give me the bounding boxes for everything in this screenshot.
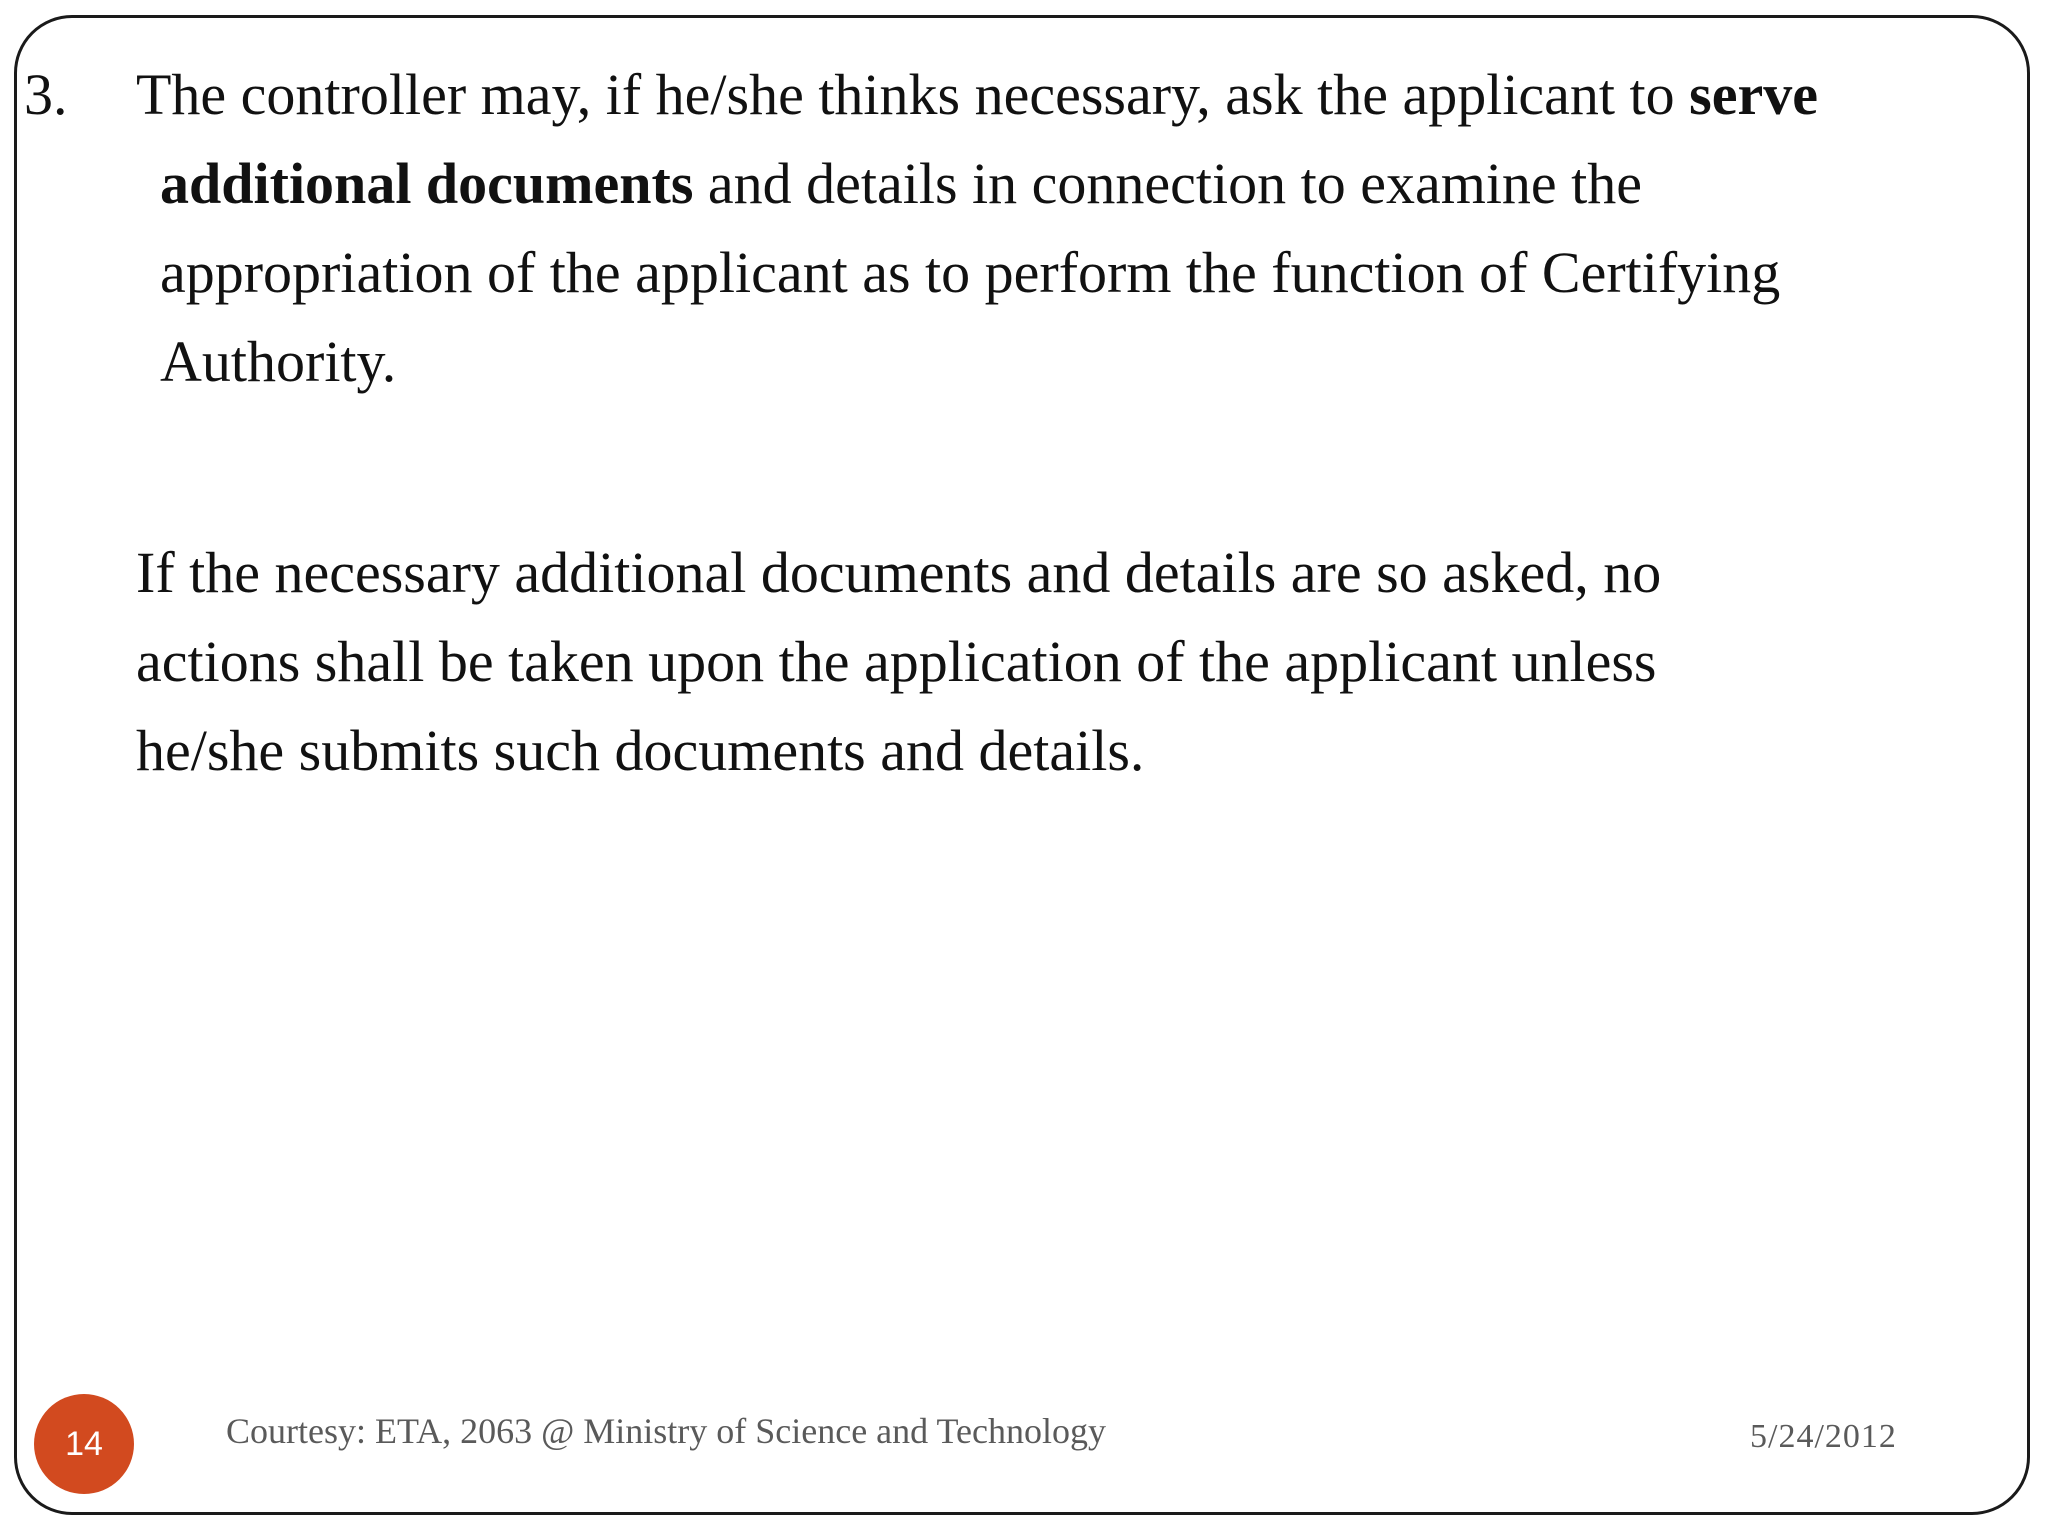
item-line-4	[160, 317, 1818, 406]
item-line-1-regular: The controller may, if he/she thinks necessary, ask the applicant to	[136, 62, 1690, 127]
item-text	[136, 50, 1818, 406]
item-line-2-bold: additional documents	[160, 151, 694, 216]
item-line-2-regular: and details in connection to examine the	[693, 151, 1643, 216]
item-line-3-regular: appropriation of the applicant as to perform the function of Certifying	[160, 240, 1781, 305]
follow-up-paragraph	[136, 528, 2026, 795]
item-line-1-bold: serve	[1689, 62, 1818, 127]
paragraph-line-3: he/she submits such documents and details.	[136, 718, 1145, 783]
item-line-4-regular: Authority.	[160, 329, 397, 394]
item-line-1	[136, 50, 1818, 139]
item-line-2	[160, 139, 1818, 228]
slide-number-badge: 14	[34, 1394, 134, 1494]
footer-date: 5/24/2012	[1750, 1418, 1897, 1455]
item-line-3	[160, 228, 1818, 317]
paragraph-line-1: If the necessary additional documents and details are so asked, no	[136, 540, 1662, 605]
paragraph-line-2: actions shall be taken upon the application of the applicant unless	[136, 629, 1657, 694]
item-number: 3.	[24, 62, 68, 127]
footer-courtesy: Courtesy: ETA, 2063 @ Ministry of Science and Technology	[226, 1411, 1106, 1451]
